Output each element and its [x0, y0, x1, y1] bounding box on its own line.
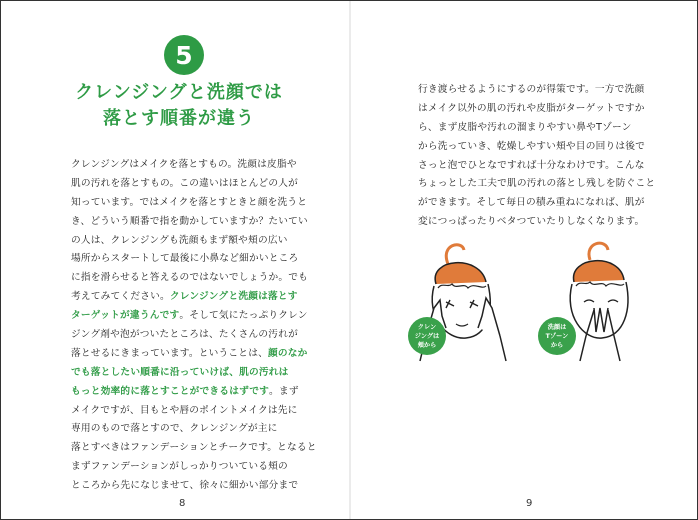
- text-line: ちょっとした工夫で肌の汚れの落とし残しを防ぐこと: [418, 178, 656, 190]
- highlighted-text: ターゲットが違うんです: [71, 310, 180, 322]
- highlighted-text: もっと効率的に落とすことができるはずです: [71, 385, 270, 397]
- text-line: [71, 269, 309, 288]
- bubble-left-line-3: 頬から: [417, 341, 437, 349]
- text-line: 変につっぱったりベタつていたりしなくなります。: [418, 216, 645, 228]
- left-body-text: [71, 156, 317, 496]
- text-line: [71, 175, 297, 194]
- text-line: さっと泡でひとなですれば十分なわけです。こんな: [418, 159, 645, 171]
- text-line: ができます。そして毎日の積み重ねになれば、肌が: [418, 197, 645, 209]
- text-line: [71, 345, 308, 364]
- text-line: [71, 288, 297, 307]
- left-page: [1, 1, 350, 519]
- highlighted-text: 顔のなか: [267, 347, 308, 359]
- body-text: 考えてみてください。: [71, 291, 170, 303]
- text-line: から洗っていき、乾燥しやすい頬や目の回りは後で: [418, 140, 646, 152]
- body-text: 知っています。ではメイクを落とすときと顔を洗うと: [71, 196, 308, 208]
- bubble-left-line-1: クレン: [417, 323, 437, 331]
- body-text: ところから先になじませて、徐々に細かい部分まで: [71, 480, 299, 492]
- section-number-badge: 5: [164, 35, 204, 75]
- text-line: [71, 307, 308, 326]
- body-text: に指を滑らせると答えるのではないでしょうか。でも: [71, 272, 309, 284]
- highlighted-text: でも落としたい順番に沿っていけば、肌の汚れは: [71, 366, 289, 378]
- body-text: 専用のもので落とすので、クレンジングが主に: [71, 423, 278, 435]
- bubble-right-line-1: 洗顔は: [547, 323, 567, 331]
- washing-caption-bubble: [538, 317, 576, 355]
- highlighted-text: クレンジングと洗顔は落とす: [169, 291, 298, 303]
- text-line: [71, 402, 297, 421]
- text-line: [71, 458, 297, 477]
- body-text: まずファンデーションがしっかりついている頬の: [71, 461, 288, 473]
- right-page: [350, 1, 697, 519]
- text-line: [71, 326, 297, 345]
- text-line: ら、まず皮脂や汚れの溜まりやすい鼻やTゾーン: [418, 121, 632, 133]
- body-text: ジング剤や泡がついたところは、たくさんの汚れが: [71, 329, 298, 341]
- body-text: 。まず: [269, 385, 299, 397]
- text-line: 行き渡らせるようにするのが得策です。一方で洗顔: [418, 84, 645, 95]
- body-text: 落とせるにきまっています。ということは、: [71, 347, 268, 359]
- body-text: の人は、クレンジングも洗顔もまず額や頬の広い: [71, 234, 288, 246]
- title-line-1: クレンジングと洗顔では: [75, 82, 283, 103]
- body-text: クレンジングはメイクを落とすもの。洗顔は皮脂や: [71, 159, 297, 170]
- text-line: [71, 156, 297, 175]
- cleansing-caption-bubble: [408, 317, 446, 355]
- text-line: [71, 364, 297, 383]
- page-number-right: 9: [526, 498, 533, 509]
- text-line: [71, 213, 308, 232]
- body-text: き、どういう順番で指を動かしていますか？たいてい: [71, 215, 308, 227]
- text-line: [71, 477, 297, 496]
- text-line: [71, 232, 297, 251]
- body-text: 場所からスタートして最後に小鼻など細かいところ: [71, 253, 299, 265]
- body-text: 。そして気にたっぷりクレン: [179, 310, 308, 322]
- body-text: 肌の汚れを落とすもの。この違いはほとんどの人が: [71, 177, 299, 189]
- text-line: [71, 420, 297, 439]
- text-line: [71, 439, 317, 458]
- text-line: [71, 383, 297, 402]
- body-text: 落とすべきはファンデーションとチークです。となると: [71, 442, 317, 454]
- text-line: [71, 194, 308, 213]
- title-line-2: 落とす順番が違う: [103, 108, 255, 129]
- bubble-left-line-2: ジングは: [414, 332, 440, 340]
- right-body-text: [418, 81, 656, 232]
- text-line: はメイク以外の肌の汚れや皮脂がターゲットですか: [418, 102, 645, 114]
- text-line: [71, 250, 297, 269]
- bubble-right-line-3: から: [550, 341, 564, 349]
- bubble-right-line-2: Tゾーン: [545, 332, 569, 340]
- page-number-left: 8: [179, 498, 186, 509]
- body-text: メイクですが、目もとや唇のポイントメイクは先に: [71, 404, 298, 416]
